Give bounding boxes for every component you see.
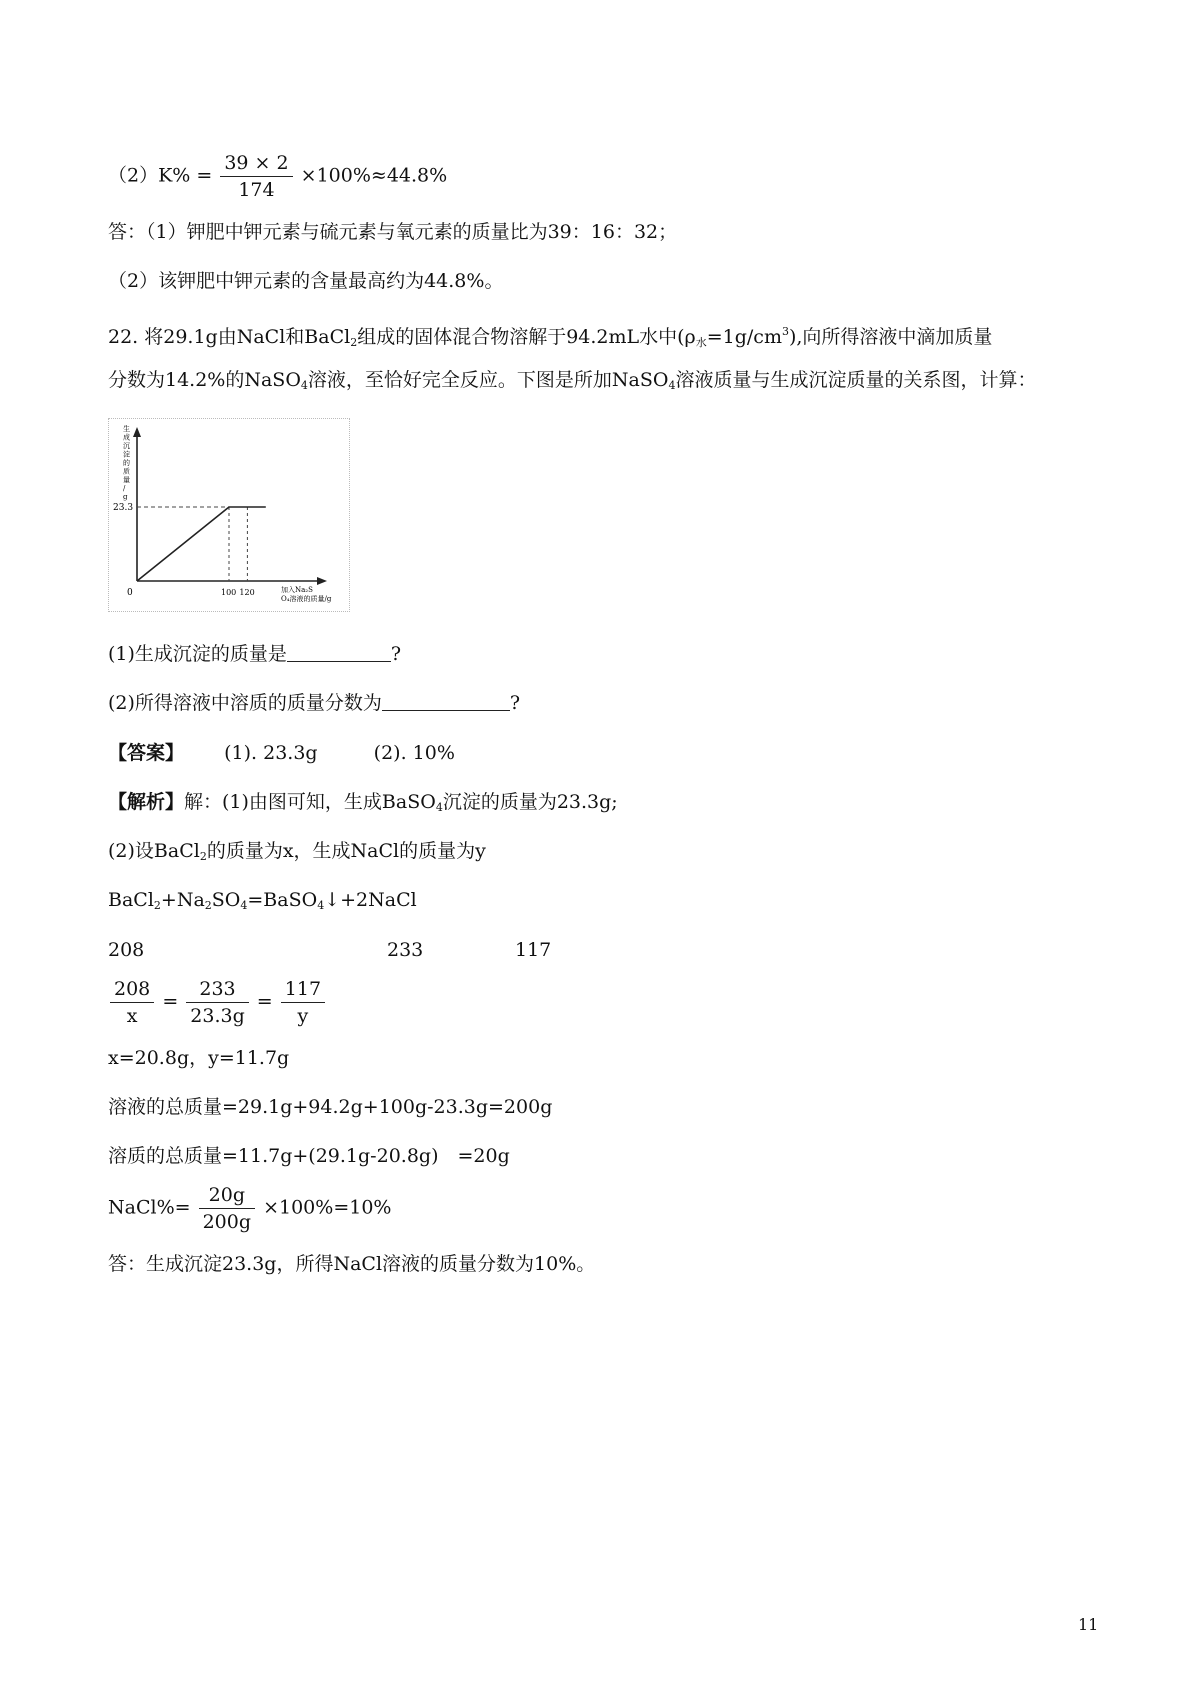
- page-number: 11: [1078, 1615, 1099, 1634]
- eq-sub-2b: 2: [204, 899, 212, 912]
- prop-fraction-1: [110, 976, 154, 1029]
- q22-text-f: 溶液，至恰好完全反应。下图是所加NaSO: [307, 369, 669, 391]
- k-denominator: 174: [238, 179, 275, 201]
- x-axis-label: 加入Na₂S O₄溶液的质量/g: [281, 586, 332, 603]
- set-text-a: (2)设BaCl: [108, 840, 200, 862]
- eq-so: SO: [211, 889, 241, 911]
- nacl-fraction: [199, 1182, 255, 1235]
- sub2-blank: [382, 690, 510, 711]
- graph-svg: [109, 419, 349, 611]
- q22-rho-sub: 水: [695, 336, 707, 349]
- question-22-line-2: [108, 367, 1036, 399]
- molar-mass-208: 208: [108, 939, 145, 961]
- prop-fraction-2: [186, 976, 248, 1029]
- q22-text-b: 组成的固体混合物溶解于94.2mL水中(ρ: [357, 326, 696, 348]
- eq-sub-2a: 2: [153, 899, 161, 912]
- q22-text-g: 溶液质量与生成沉淀质量的关系图，计算：: [675, 369, 1037, 391]
- analysis-text-a: 解：(1)由图可知，生成BaSO: [184, 791, 436, 813]
- eq-nacl: ↓+2NaCl: [324, 889, 417, 911]
- x-tick-label-100: 100: [221, 588, 237, 597]
- set-variables-row: [108, 838, 486, 870]
- set-text-b: 的质量为x，生成NaCl的质量为y: [206, 840, 486, 862]
- answer-row: [108, 740, 455, 766]
- y-axis-label: 生成沉淀的质量/ g: [123, 425, 130, 501]
- k-numerator: 39 × 2: [220, 150, 292, 177]
- k-suffix: ×100%≈44.8%: [300, 164, 448, 187]
- eq-na: +Na: [160, 889, 205, 911]
- x-axis-arrow-icon: [317, 577, 327, 585]
- k-fraction: [220, 150, 292, 203]
- answer-line-2: （2）该钾肥中钾元素的含量最高约为44.8%。: [108, 270, 504, 292]
- prop-num-3: 117: [281, 976, 325, 1003]
- prop-den-3: y: [297, 1005, 309, 1027]
- sub2-mark: ?: [509, 692, 521, 714]
- answer-1: (1). 23.3g: [224, 742, 318, 764]
- nacl-percent-line: [108, 1182, 391, 1235]
- final-answer: 答：生成沉淀23.3g，所得NaCl溶液的质量分数为10%。: [108, 1253, 596, 1275]
- analysis-text-b: 沉淀的质量为23.3g;: [442, 791, 618, 813]
- sub1-text: (1)生成沉淀的质量是: [108, 643, 287, 665]
- y-axis-arrow-icon: [133, 427, 141, 437]
- nacl-suffix: ×100%=10%: [263, 1196, 392, 1219]
- answer-label: 【答案】: [108, 742, 185, 764]
- sub-question-2: [108, 690, 520, 716]
- answer-line-1: 答：（1）钾肥中钾元素与硫元素与氧元素的质量比为39：16：32；: [108, 221, 678, 243]
- analysis-sub-4: 4: [435, 801, 443, 814]
- eq-bacl: BaCl: [108, 889, 154, 911]
- k-percent-line: [108, 150, 447, 203]
- eq-baso: =BaSO: [247, 889, 318, 911]
- q22-text-a: 22. 将29.1g由NaCl和BaCl: [108, 326, 351, 348]
- eq-sub-4a: 4: [240, 899, 248, 912]
- k-prefix: （2）K% =: [108, 164, 213, 187]
- question-22-line-1: [108, 319, 992, 356]
- precipitate-graph: [108, 418, 350, 612]
- xy-result: x=20.8g，y=11.7g: [108, 1047, 290, 1069]
- prop-eq-2: =: [256, 990, 273, 1013]
- nacl-prefix: NaCl%=: [108, 1196, 191, 1219]
- total-solute-mass: 溶质的总质量=11.7g+(29.1g-20.8g) =20g: [108, 1145, 510, 1167]
- nacl-numerator: 20g: [199, 1182, 255, 1209]
- molar-mass-117: 117: [515, 939, 552, 961]
- answer-2: (2). 10%: [373, 742, 455, 764]
- sub1-mark: ?: [390, 643, 402, 665]
- molar-mass-233: 233: [387, 939, 424, 961]
- prop-den-2: 23.3g: [190, 1005, 245, 1027]
- q22-sub-2: 2: [350, 336, 358, 349]
- eq-sub-4b: 4: [317, 899, 325, 912]
- q22-sub-4b: 4: [668, 379, 676, 392]
- origin-label: 0: [127, 588, 133, 598]
- sub2-text: (2)所得溶液中溶质的质量分数为: [108, 692, 382, 714]
- set-sub-2: 2: [199, 850, 207, 863]
- chemical-equation: [108, 887, 417, 919]
- q22-sub-4a: 4: [300, 379, 308, 392]
- prop-num-1: 208: [110, 976, 154, 1003]
- sub1-blank: [287, 641, 391, 662]
- sub-question-1: [108, 641, 401, 667]
- total-solution-mass: 溶液的总质量=29.1g+94.2g+100g-23.3g=200g: [108, 1096, 553, 1118]
- q22-text-d: ),向所得溶液中滴加质量: [788, 326, 993, 348]
- y-tick-label: 23.3: [113, 503, 134, 513]
- prop-fraction-3: [281, 976, 325, 1029]
- nacl-denominator: 200g: [202, 1211, 252, 1233]
- analysis-row: [108, 789, 618, 821]
- q22-text-c: =1g/cm: [706, 326, 782, 348]
- q22-sup-3: 3: [781, 325, 789, 338]
- prop-eq-1: =: [162, 990, 179, 1013]
- proportion-row: [108, 976, 327, 1029]
- prop-num-2: 233: [186, 976, 248, 1003]
- x-tick-label-120: 120: [239, 588, 255, 597]
- prop-den-1: x: [126, 1005, 138, 1027]
- analysis-label: 【解析】: [108, 791, 185, 813]
- precipitate-series-line: [137, 507, 266, 581]
- q22-text-e: 分数为14.2%的NaSO: [108, 369, 301, 391]
